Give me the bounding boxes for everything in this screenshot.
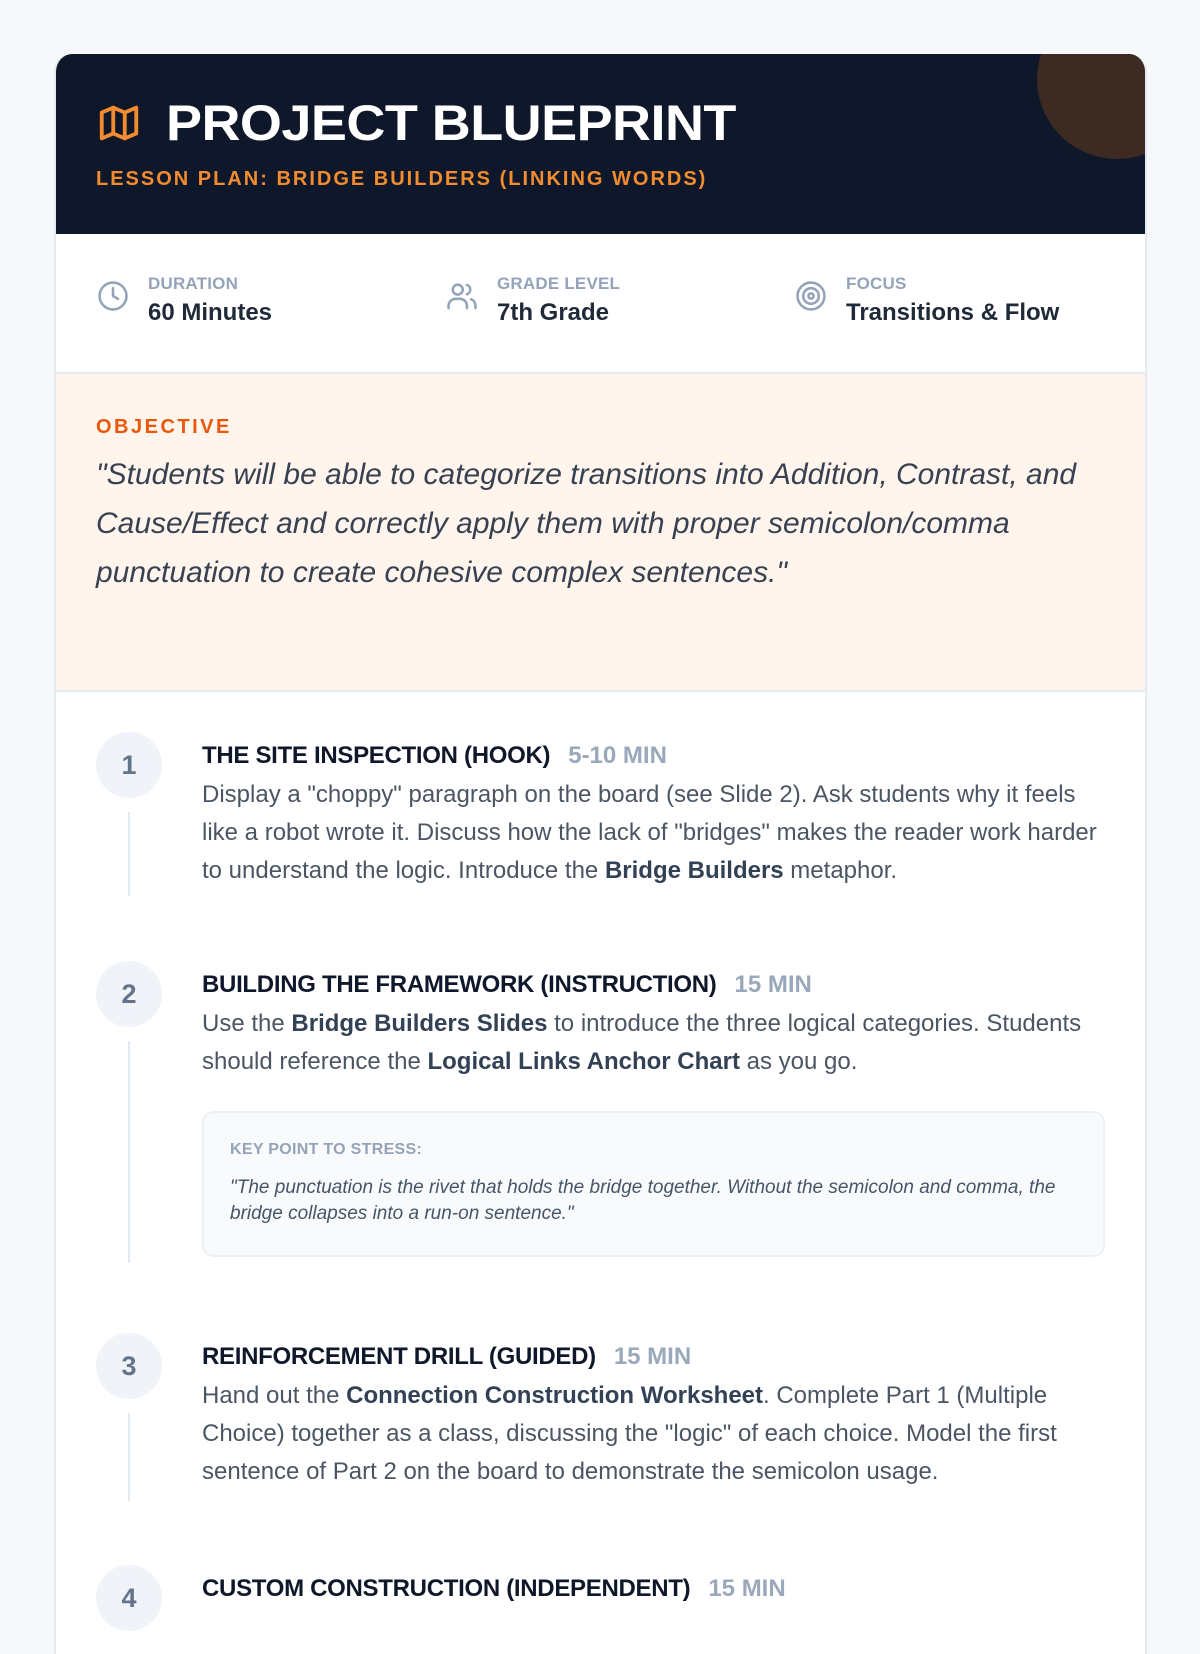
step-1 bbox=[56, 732, 1145, 961]
step-number: 4 bbox=[96, 1565, 162, 1631]
step-title: REINFORCEMENT DRILL (GUIDED) bbox=[202, 1343, 596, 1370]
step-time-badge: 15 MIN bbox=[734, 971, 812, 998]
step-3 bbox=[56, 1333, 1145, 1565]
meta-value: Transitions & Flow bbox=[846, 299, 1060, 326]
meta-label: DURATION bbox=[148, 274, 239, 293]
meta-grade-level bbox=[445, 274, 794, 372]
resource-name: Bridge Builders Slides bbox=[291, 1010, 548, 1037]
page-subtitle: LESSON PLAN: BRIDGE BUILDERS (LINKING WORDS) bbox=[96, 168, 708, 190]
timeline-connector bbox=[128, 1041, 130, 1263]
step-header bbox=[202, 961, 1105, 1003]
objective-label: OBJECTIVE bbox=[96, 416, 232, 438]
step-title: CUSTOM CONSTRUCTION (INDEPENDENT) bbox=[202, 1575, 691, 1602]
resource-name: Bridge Builders bbox=[604, 857, 784, 884]
key-point-label: KEY POINT TO STRESS: bbox=[230, 1141, 423, 1158]
clock-icon bbox=[96, 279, 132, 315]
objective-text: "Students will be able to categorize transitions into Addition, Contrast, and Cause/Effect and correctly apply them with proper semicolon/comma punctuation to create cohesive complex sentences." bbox=[96, 458, 1077, 589]
page-title: PROJECT BLUEPRINT bbox=[166, 95, 736, 151]
step-number: 3 bbox=[96, 1333, 162, 1399]
title-row bbox=[96, 94, 1145, 152]
step-number: 1 bbox=[96, 732, 162, 798]
step-4 bbox=[56, 1565, 1145, 1654]
step-header bbox=[202, 1333, 1105, 1375]
meta-duration bbox=[96, 274, 445, 372]
step-header bbox=[202, 732, 1105, 774]
resource-name: Connection Construction Worksheet bbox=[346, 1382, 764, 1409]
header bbox=[56, 54, 1145, 234]
step-description: Hand out the Connection Construction Worksheet. Complete Part 1 (Multiple Choice) together as a class, discussing the "logic" of each choice. Model the first sentence of Part 2 on the board to demonstrate the semicolon usage. bbox=[202, 1382, 1057, 1485]
key-point-text: "The punctuation is the rivet that holds the bridge together. Without the semicolon and comma, the bridge collapses into a run-on sentence." bbox=[230, 1177, 1056, 1224]
meta-label: FOCUS bbox=[846, 274, 907, 293]
step-description: Use the Bridge Builders Slides to introduce the three logical categories. Students should reference the Logical Links Anchor Chart as you go. bbox=[202, 1010, 1082, 1075]
lesson-steps bbox=[56, 692, 1145, 1654]
step-2 bbox=[56, 961, 1145, 1333]
objective-section bbox=[56, 374, 1145, 692]
step-time-badge: 15 MIN bbox=[708, 1575, 786, 1602]
step-title: THE SITE INSPECTION (HOOK) bbox=[202, 742, 551, 769]
step-number: 2 bbox=[96, 961, 162, 1027]
map-icon bbox=[96, 99, 144, 147]
meta-value: 7th Grade bbox=[497, 299, 610, 326]
timeline-connector bbox=[128, 812, 130, 896]
step-header bbox=[202, 1565, 1105, 1607]
step-time-badge: 15 MIN bbox=[613, 1343, 692, 1370]
step-description: Display a "choppy" paragraph on the board (see Slide 2). Ask students why it feels like a robot wrote it. Discuss how the lack of "bridges" makes the reader work harder to understand the logic. Introduce the Bridge Builders metaphor. bbox=[202, 781, 1097, 884]
resource-name: Logical Links Anchor Chart bbox=[427, 1048, 740, 1075]
step-title: BUILDING THE FRAMEWORK (INSTRUCTION) bbox=[202, 971, 717, 998]
lesson-plan-card bbox=[54, 54, 1147, 1654]
meta-focus bbox=[794, 274, 1143, 372]
target-icon bbox=[794, 279, 830, 315]
key-point-callout bbox=[202, 1111, 1105, 1257]
meta-value: 60 Minutes bbox=[148, 299, 273, 326]
users-icon bbox=[445, 279, 481, 315]
meta-bar bbox=[56, 234, 1145, 374]
timeline-connector bbox=[128, 1413, 130, 1501]
meta-label: GRADE LEVEL bbox=[497, 274, 621, 293]
step-time-badge: 5-10 MIN bbox=[568, 742, 667, 769]
